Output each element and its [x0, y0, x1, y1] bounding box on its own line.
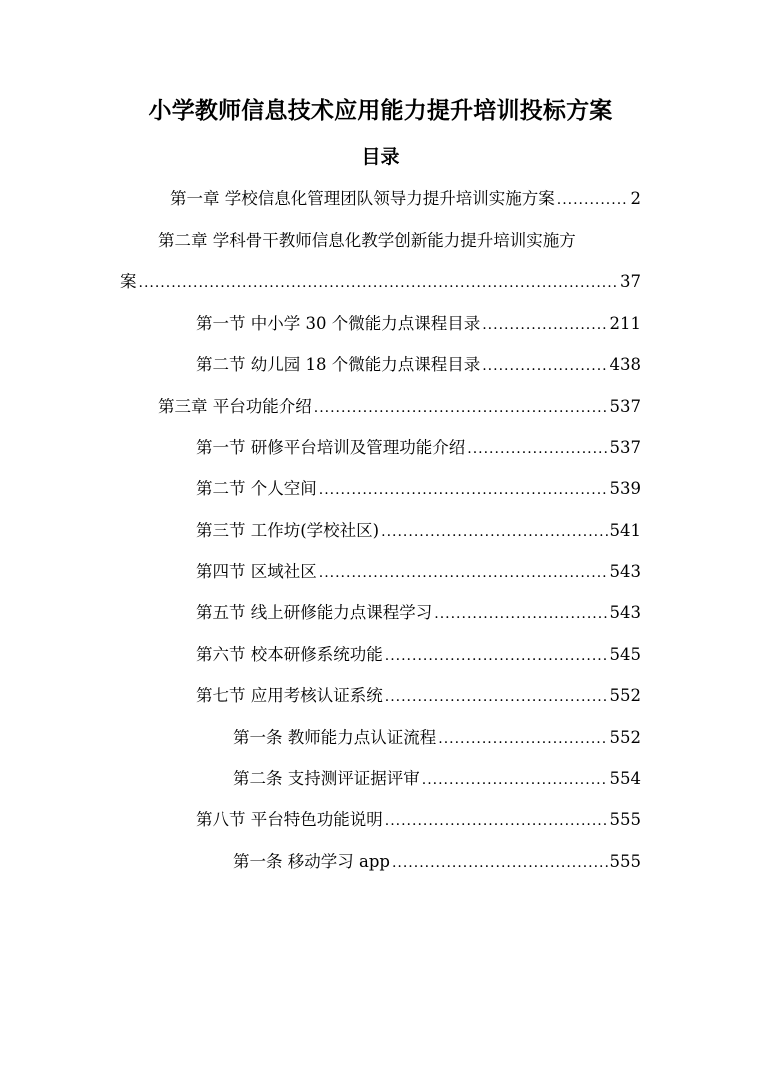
toc-leader-dots: [381, 519, 607, 545]
toc-page-number: 555: [609, 852, 641, 871]
document-title: 小学教师信息技术应用能力提升培训投标方案: [148, 98, 613, 124]
toc-page-number: 438: [609, 355, 641, 374]
toc-page-number: 543: [609, 603, 641, 622]
toc-page-number: 37: [620, 272, 641, 291]
toc-leader-dots: [319, 477, 608, 503]
toc-entry-label: 第三章 平台功能介绍: [158, 397, 312, 416]
toc-page-number: 554: [609, 769, 641, 788]
toc-entry-label: 第二节 个人空间: [196, 479, 317, 498]
toc-page-number: 541: [609, 521, 641, 540]
toc-entry-label: 第二条 支持测评证据评审: [233, 769, 420, 788]
toc-entry-chapter-3-section-7-article-1[interactable]: [233, 725, 641, 752]
toc-entry-label: 第七节 应用考核认证系统: [196, 686, 383, 705]
toc-entry-label: 第六节 校本研修系统功能: [196, 645, 383, 664]
toc-page-number: 539: [609, 479, 641, 498]
toc-leader-dots: [557, 187, 629, 213]
toc-page-number: 543: [609, 562, 641, 581]
toc-entry-label: 第三节 工作坊(学校社区): [196, 521, 380, 540]
toc-page-number: 537: [609, 397, 641, 416]
toc-leader-dots: [319, 560, 608, 586]
toc-entry-chapter-3-section-4[interactable]: [196, 559, 641, 586]
toc-leader-dots: [385, 808, 608, 834]
toc-leader-dots: [385, 684, 608, 710]
toc-page-number: 2: [630, 189, 641, 208]
toc-leader-dots: [314, 395, 608, 421]
toc-entry-label: 第一条 教师能力点认证流程: [233, 728, 437, 747]
toc-entry-chapter-3-section-7[interactable]: [196, 683, 641, 710]
toc-page-number: 211: [609, 314, 641, 333]
toc-entry-label: 第一节 研修平台培训及管理功能介绍: [196, 438, 466, 457]
toc-entry-chapter-2-section-1[interactable]: [196, 311, 641, 338]
toc-entry-label: 第二节 幼儿园 18 个微能力点课程目录: [196, 355, 481, 374]
toc-entry-label: 第一节 中小学 30 个微能力点课程目录: [196, 314, 481, 333]
toc-page-number: 552: [609, 728, 641, 747]
toc-entry-label: 第四节 区域社区: [196, 562, 317, 581]
toc-leader-dots: [385, 643, 608, 669]
toc-leader-dots: [422, 767, 608, 793]
toc-entry-chapter-2[interactable]: [120, 269, 641, 296]
toc-entry-chapter-3-section-8[interactable]: [196, 807, 641, 834]
toc-entry-chapter-2-section-2[interactable]: [196, 352, 641, 379]
toc-entry-chapter-1[interactable]: [170, 186, 641, 213]
toc-entry-chapter-3-section-8-article-1[interactable]: [233, 849, 641, 876]
toc-entry-chapter-3-section-2[interactable]: [196, 476, 641, 503]
toc-leader-dots: [467, 436, 607, 462]
toc-leader-dots: [482, 353, 607, 379]
toc-page-number: 537: [609, 438, 641, 457]
toc-leader-dots: [434, 601, 607, 627]
toc-entry-label: 第一章 学校信息化管理团队领导力提升培训实施方案: [170, 189, 555, 208]
toc-page-number: 552: [609, 686, 641, 705]
toc-entry-chapter-3-section-5[interactable]: [196, 600, 641, 627]
toc-leader-dots: [392, 850, 608, 876]
toc-page-number: 555: [609, 810, 641, 829]
toc-entry-label: 案: [120, 272, 137, 291]
toc-entry-chapter-3-section-1[interactable]: [196, 435, 641, 462]
toc-entry-chapter-3-section-6[interactable]: [196, 642, 641, 669]
toc-entry-chapter-3[interactable]: [158, 394, 641, 421]
toc-leader-dots: [139, 270, 619, 296]
toc-entry-label: 第五节 线上研修能力点课程学习: [196, 603, 433, 622]
toc-entry-chapter-3-section-7-article-2[interactable]: [233, 766, 641, 793]
toc-page-number: 545: [609, 645, 641, 664]
toc-leader-dots: [482, 312, 607, 338]
toc-entry-chapter-2-line1[interactable]: 第二章 学科骨干教师信息化教学创新能力提升培训实施方: [158, 231, 576, 250]
toc-leader-dots: [438, 726, 607, 752]
toc-entry-label: 第一条 移动学习 app: [233, 852, 390, 871]
toc-heading: 目录: [361, 146, 400, 168]
toc-entry-chapter-3-section-3[interactable]: [196, 518, 641, 545]
toc-entry-label: 第八节 平台特色功能说明: [196, 810, 383, 829]
